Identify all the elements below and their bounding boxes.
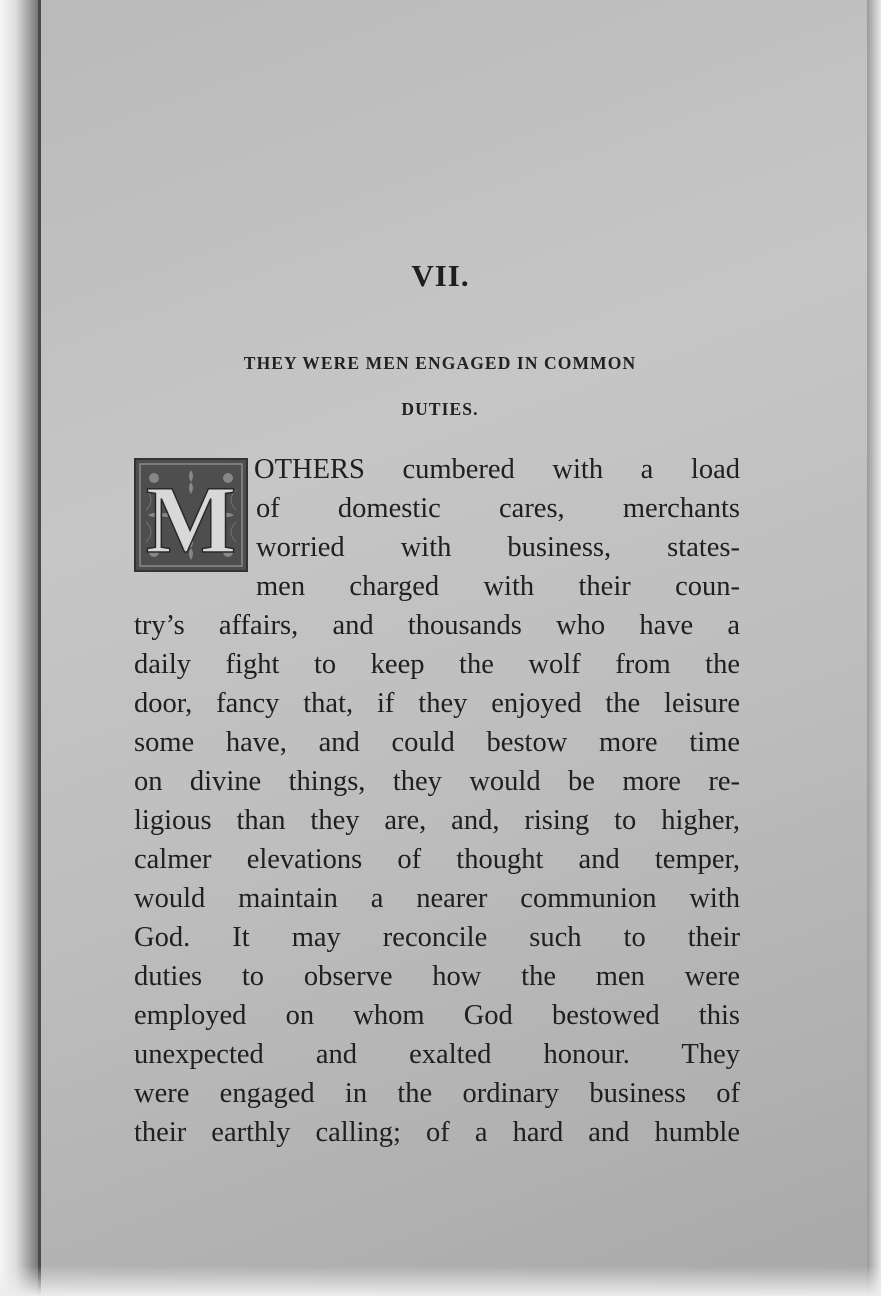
text-line: would maintain a nearer communion with bbox=[134, 883, 740, 914]
text-line: their earthly calling; of a hard and humble bbox=[134, 1117, 740, 1148]
text-line: duties to observe how the men were bbox=[134, 961, 740, 992]
text-line: some have, and could bestow more time bbox=[134, 727, 740, 758]
text-line: men charged with their coun- bbox=[256, 571, 740, 602]
chapter-title bbox=[140, 340, 740, 432]
text-line: try’s affairs, and thousands who have a bbox=[134, 610, 740, 641]
text-line: were engaged in the ordinary business of bbox=[134, 1078, 740, 1109]
text-line: on divine things, they would be more re- bbox=[134, 766, 740, 797]
text-line: unexpected and exalted honour. They bbox=[134, 1039, 740, 1070]
chapter-number: VII. bbox=[411, 258, 470, 293]
page-gutter-shadow bbox=[0, 0, 40, 1296]
text-line: God. It may reconcile such to their bbox=[134, 922, 740, 953]
text-line: of domestic cares, merchants bbox=[256, 493, 740, 524]
text-line: worried with business, states- bbox=[256, 532, 740, 563]
svg-text:M: M bbox=[145, 466, 237, 570]
text-line: daily fight to keep the wolf from the bbox=[134, 649, 740, 680]
text-line: OTHERS cumbered with a load bbox=[254, 454, 740, 485]
text-line: door, fancy that, if they enjoyed the leisure bbox=[134, 688, 740, 719]
page-bottom-edge bbox=[0, 1266, 881, 1296]
text-line: employed on whom God bestowed this bbox=[134, 1000, 740, 1031]
text-line: calmer elevations of thought and temper, bbox=[134, 844, 740, 875]
page-right-edge bbox=[867, 0, 881, 1296]
chapter-title-line-1: THEY WERE MEN ENGAGED IN COMMON bbox=[243, 353, 637, 373]
chapter-title-line-2: DUTIES. bbox=[401, 399, 479, 419]
text-line: ligious than they are, and, rising to higher, bbox=[134, 805, 740, 836]
book-spine-edge bbox=[38, 0, 41, 1296]
body-paragraph bbox=[134, 450, 740, 1152]
